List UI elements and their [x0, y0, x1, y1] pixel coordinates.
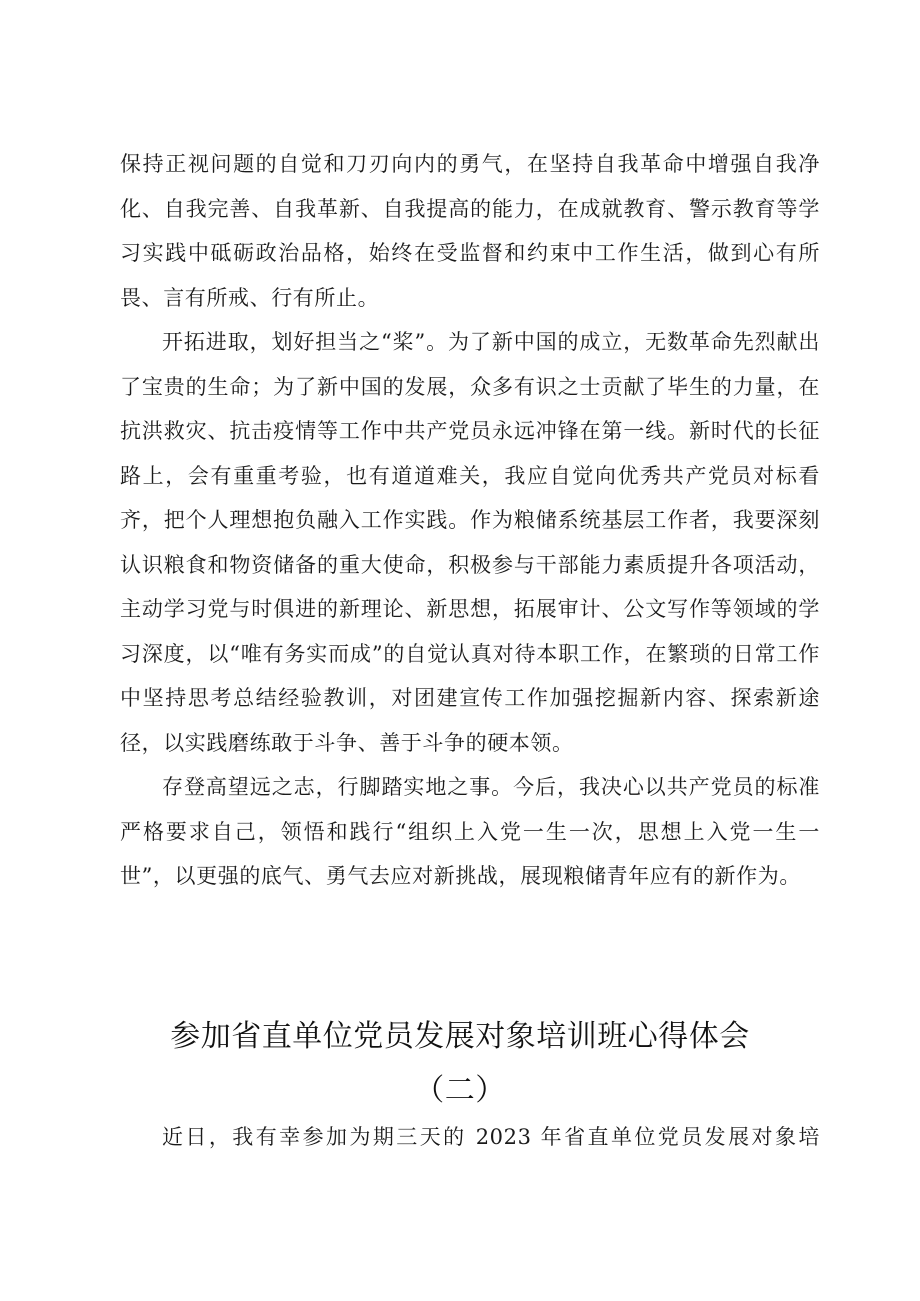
section-title-number: （二） — [414, 1073, 506, 1108]
paragraph-continued: 保持正视问题的自觉和刀刃向内的勇气，在坚持自我革命中增强自我净化、自我完善、自我革新、自我提高的能力，在成就教育、警示教育等学习实践中砥砺政治品格，始终在受监督和约束中工作生活，做到心有所畏、言有所戒、行有所止。 — [120, 152, 820, 310]
section-title-main: 参加省直单位党员发展对象培训班心得体会 — [170, 1019, 750, 1054]
document-body — [120, 142, 820, 899]
section-title — [0, 1012, 920, 1116]
paragraph-pioneering: 开拓进取，划好担当之“桨”。为了新中国的成立，无数革命先烈献出了宝贵的生命；为了新中国的发展，众多有识之士贡献了毕生的力量，在抗洪救灾、抗击疫情等工作中共产党员永远冲锋在第一线。新时代的长征路上，会有重重考验，也有道道难关，我应自觉向优秀共产党员对标看齐，把个人理想抱负融入工作实践。作为粮储系统基层工作者，我要深刻认识粮食和物资储备的重大使命，积极参与干部能力素质提升各项活动，主动学习党与时俱进的新理论、新思想，拓展审计、公文写作等领域的学习深度，以“唯有务实而成”的自觉认真对待本职工作，在繁琐的日常工作中坚持思考总结经验教训，对团建宣传工作加强挖掘新内容、探索新途径，以实践磨练敢于斗争、善于斗争的硬本领。 — [120, 330, 820, 755]
paragraph-aspiration: 存登高望远之志，行脚踏实地之事。今后，我决心以共产党员的标准严格要求自己，领悟和践行“组织上入党一生一次，思想上入党一生一世”，以更强的底气、勇气去应对新挑战，展现粮储青年应有的新作为。 — [120, 775, 820, 888]
document-body-next — [120, 1115, 820, 1160]
paragraph-intro: 近日，我有幸参加为期三天的 2023 年省直单位党员发展对象培 — [162, 1125, 820, 1149]
